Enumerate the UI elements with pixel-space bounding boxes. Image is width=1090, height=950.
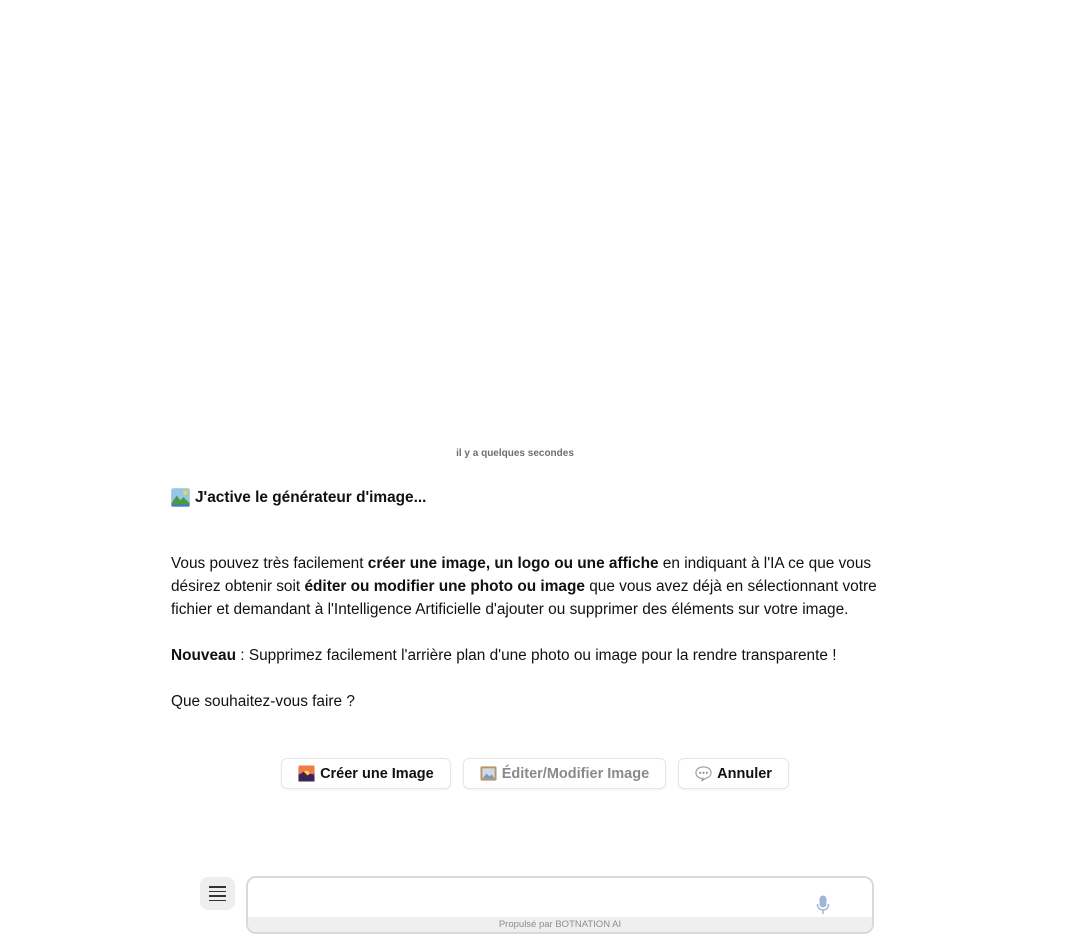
message-title-text: J'active le générateur d'image... xyxy=(195,489,427,506)
picture-landscape-icon xyxy=(171,488,190,507)
menu-icon xyxy=(209,895,226,897)
message-body-text: Vous pouvez très facilement xyxy=(171,555,368,572)
message-composer xyxy=(246,876,874,934)
message-timestamp: il y a quelques secondes xyxy=(456,448,574,459)
microphone-icon[interactable] xyxy=(816,895,830,915)
create-image-label: Créer une Image xyxy=(320,765,434,782)
message-body-text: en indiquant à l'IA ce que vous désirez obtenir soit xyxy=(171,555,872,595)
menu-button[interactable] xyxy=(200,877,235,910)
message-body-bold: éditer ou modifier une photo ou image xyxy=(304,578,585,595)
speech-bubble-icon xyxy=(695,765,712,782)
sunset-picture-icon xyxy=(298,765,315,782)
message-body xyxy=(171,552,901,621)
bot-message xyxy=(171,486,901,713)
message-body-bold: créer une image, un logo ou une affiche xyxy=(367,555,659,572)
create-image-button[interactable] xyxy=(281,758,451,789)
edit-image-button[interactable] xyxy=(463,758,666,789)
message-body-text: que vous avez déjà en sélectionnant votre fichier et demandant à l'Intelligence Artificielle d'ajouter ou supprimer des éléments sur votre image. xyxy=(171,578,877,618)
nouveau-text: : Supprimez facilement l'arrière plan d'une photo ou image pour la rendre transparente ! xyxy=(236,647,837,664)
powered-by-footer: Propulsé par BOTNATION AI xyxy=(248,917,872,932)
menu-icon xyxy=(209,900,226,902)
nouveau-label: Nouveau xyxy=(171,647,236,664)
menu-icon xyxy=(209,886,226,888)
edit-image-label: Éditer/Modifier Image xyxy=(501,765,650,782)
message-nouveau xyxy=(171,644,901,667)
quick-reply-buttons xyxy=(0,758,1070,789)
menu-icon xyxy=(209,891,226,893)
frame-picture-icon xyxy=(480,765,497,782)
cancel-label: Annuler xyxy=(717,765,772,782)
cancel-button[interactable] xyxy=(678,758,789,789)
message-input[interactable] xyxy=(258,886,802,914)
message-title xyxy=(171,486,901,509)
message-question: Que souhaitez-vous faire ? xyxy=(171,693,355,710)
